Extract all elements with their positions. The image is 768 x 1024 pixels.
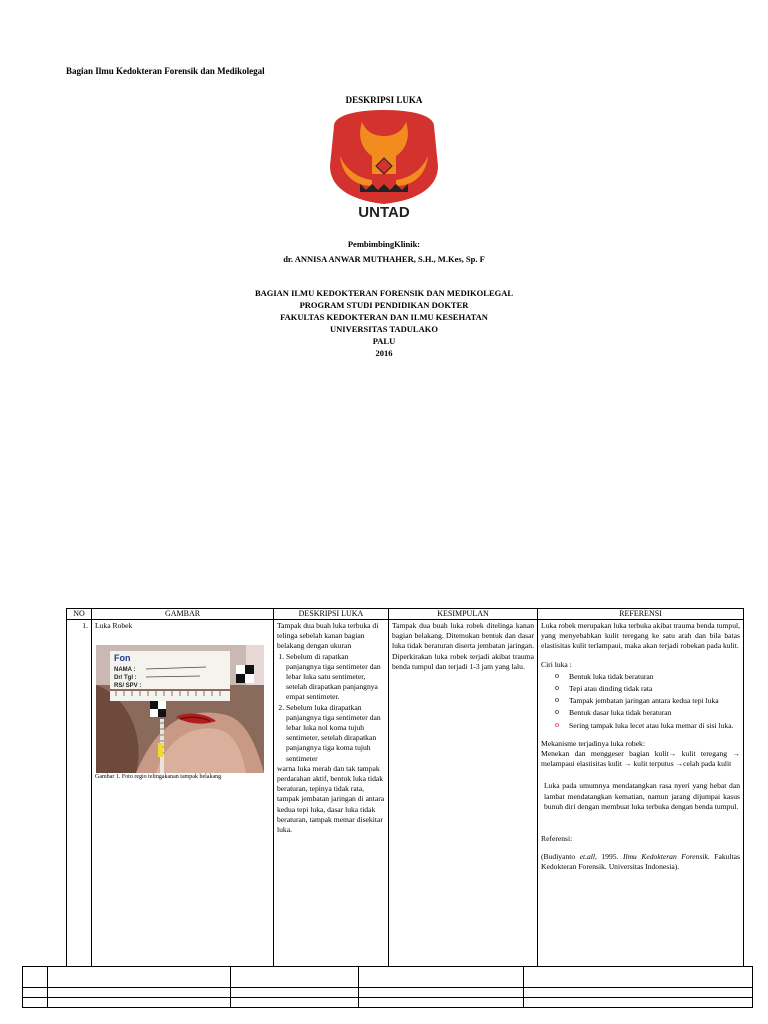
list-item: o Tampak jembatan jaringan antara kedua tepi luka <box>555 696 740 706</box>
wound-photo <box>96 645 264 773</box>
department-header: Bagian Ilmu Kedokteran Forensik dan Medikolegal <box>66 66 265 76</box>
citation-etal: et.all <box>579 852 596 862</box>
header-gambar: GAMBAR <box>92 609 274 620</box>
list-item: o Bentuk dasar luka tidak beraturan <box>555 708 740 718</box>
list-item: o Tepi atau dinding tidak rata <box>555 684 740 694</box>
table-cell <box>48 998 231 1008</box>
photo-label-line3: RS/ SPV : <box>114 683 142 690</box>
list-item: 2. Sebelum luka dirapatkan panjangnya tiga sentimeter dan lebar luka nol koma tujuh sentimeter, setelah dirapatkan panjangnya tiga koma tujuh sentimeter <box>286 703 385 764</box>
table-cell <box>359 967 524 988</box>
list-item: o Bentuk luka tidak beraturan <box>555 672 740 682</box>
citation <box>541 852 740 872</box>
logo-text: UNTAD <box>358 204 410 221</box>
mekanisme-text: Menekan dan menggeser bagian kulit→ kulit teregang → melampaui elastisitas kulit → kulit terputus →celah pada kulit <box>541 749 740 769</box>
photo-label-line1: NAMA : <box>114 667 136 674</box>
table-row <box>23 988 753 998</box>
wound-name: Luka Robek <box>95 621 133 630</box>
table-header-row <box>67 609 744 620</box>
table-cell <box>231 998 359 1008</box>
table-cell <box>23 998 48 1008</box>
table-cell <box>48 967 231 988</box>
gambar-cell <box>92 620 274 967</box>
deskripsi-cell <box>274 620 389 967</box>
photo-label-line2: Dr/ Tgl : <box>114 675 137 682</box>
institution-line: BAGIAN ILMU KEDOKTERAN FORENSIK DAN MEDIKOLEGAL <box>254 288 514 298</box>
institution-line: UNIVERSITAS TADULAKO <box>330 324 438 334</box>
desc-list <box>277 652 385 764</box>
table-cell <box>231 967 359 988</box>
table-row <box>67 620 744 967</box>
ciri-list <box>541 672 740 731</box>
table-cell <box>48 988 231 998</box>
ref-note: Luka pada umumnya mendatangkan rasa nyeri yang hebat dan lambat mendatangkan kematian, namun jarang dijumpai kasus bunuh diri dengan membuat luka terbuka dengan benda tumpul. <box>544 781 740 811</box>
referensi-cell <box>538 620 744 967</box>
table-cell <box>524 998 753 1008</box>
document-title: DESKRIPSI LUKA <box>345 95 423 105</box>
photo-caption: Gambar 1. Foto regio telingakanan tampak belakang <box>95 774 222 781</box>
table-cell <box>524 967 753 988</box>
citation-rest: . Fakultas Kedokteran Forensik. Universitas Indonesia). <box>541 852 741 872</box>
table-row <box>23 998 753 1008</box>
institution-block <box>0 287 768 359</box>
footer-grid-table <box>22 966 753 1008</box>
header-deskripsi: DESKRIPSI LUKA <box>274 609 389 620</box>
wound-photo-image <box>96 645 264 773</box>
citation-title: Ilmu Kedokteran Forensik <box>622 852 708 862</box>
referensi-label: Referensi: <box>541 834 573 844</box>
institution-line: 2016 <box>375 348 393 358</box>
mekanisme-label: Mekanisme terjadinya luka robek: <box>541 738 645 748</box>
header-no: NO <box>67 609 92 620</box>
header-referensi: REFERENSI <box>538 609 744 620</box>
supervisor-name: dr. ANNISA ANWAR MUTHAHER, S.H., M.Kes, Sp. F <box>283 254 485 264</box>
supervisor-label: PembimbingKlinik: <box>347 239 421 249</box>
header-kesimpulan: KESIMPULAN <box>389 609 538 620</box>
table-cell <box>524 988 753 998</box>
institution-line: PROGRAM STUDI PENDIDIKAN DOKTER <box>299 300 469 310</box>
untad-logo <box>320 104 448 222</box>
institution-line: PALU <box>372 336 396 346</box>
institution-line: FAKULTAS KEDOKTERAN DAN ILMU KESEHATAN <box>280 312 488 322</box>
photo-label-logo: Fon <box>114 653 131 664</box>
desc-intro: Tampak dua buah luka terbuka di telinga sebelah kanan bagian belakang dengan ukuran <box>277 621 379 651</box>
list-item: 1. Sebelum di rapatkan panjangnya tiga sentimeter dan lebar luka satu sentimeter, setelah dirapatkan panjangnya empat sentimeter. <box>286 652 385 703</box>
wound-description-table <box>66 608 744 967</box>
table-cell <box>231 988 359 998</box>
ciri-label: Ciri luka : <box>541 659 572 669</box>
citation-author: (Budiyanto <box>541 852 580 862</box>
table-cell <box>23 988 48 998</box>
table-cell <box>359 988 524 998</box>
table-row <box>23 967 753 988</box>
ref-intro: Luka robek merupakan luka terbuka akibat trauma benda tumpul, yang menyebabkan kulit teregang ke satu arah dan bila batas elastisitas kulit terlampaui, maka akan terjadi robekan pada kulit. <box>541 621 740 651</box>
desc-outro: warna luka merah dan tak tampak perdarahan aktif, bentuk luka tidak beraturan, tepinya tidak rata, tampak jembatan jaringan di antara kedua tepi luka, dasar luka tidak beraturan, tampak memar disekitar luka. <box>277 763 385 835</box>
list-item: o Sering tampak luka lecet atau luka memar di sisi luka. <box>555 721 740 731</box>
table-cell <box>23 967 48 988</box>
table-cell <box>359 998 524 1008</box>
row-number: 1. <box>67 620 92 967</box>
citation-year: , 1995. <box>595 852 623 862</box>
kesimpulan-cell: Tampak dua buah luka robek ditelinga kanan bagian belakang. Ditemukan bentuk dan dasar luka tidak beraturan diserta jembatan jaringan. Diperkirakan luka robek terjadi akibat trauma benda tumpul dan terjadi 1-3 jam yang lalu. <box>389 620 538 967</box>
